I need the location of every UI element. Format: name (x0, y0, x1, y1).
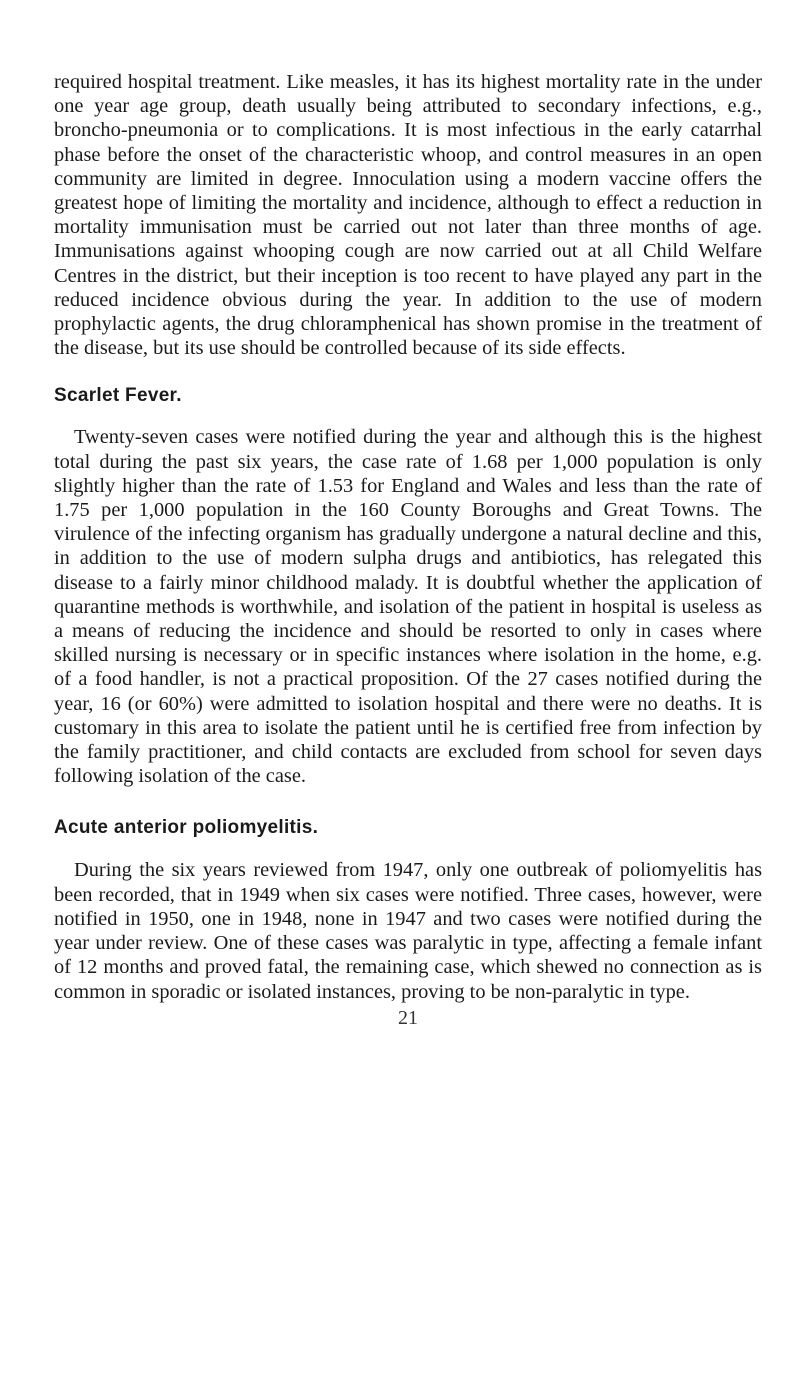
paragraph-whooping-cough-continued: required hospital treatment. Like measles, it has its highest mortality rate in the under one year age group, death usually being attributed to secondary infections, e.g., broncho-pneumonia or to complications. It is most infectious in the early catarrhal phase before the onset of the characteristic whoop, and control measures in an open community are limited in degree. Innoculation using a modern vaccine offers the greatest hope of limiting the mortality and incidence, although to effect a reduction in mortality immunisation must be carried out not later than three months of age. Immunisations against whooping cough are now carried out at all Child Welfare Centres in the district, but their inception is too recent to have played any part in the reduced incidence obvious during the year. In addition to the use of modern prophylactic agents, the drug chloramphenical has shown promise in the treatment of the disease, but its use should be controlled because of its side effects. (54, 71, 762, 360)
paragraph-scarlet-fever: Twenty-seven cases were notified during the year and although this is the highest total during the past six years, the case rate of 1.68 per 1,000 population is only slightly higher than the rate of 1.53 for England and Wales and less than the rate of 1.75 per 1,000 population in the 160 County Boroughs and Great Towns. The virulence of the infecting organism has gradually undergone a natural decline and this, in addition to the use of modern sulpha drugs and antibiotics, has relegated this disease to a fairly minor childhood malady. It is doubtful whether the application of quarantine methods is worthwhile, and isolation of the patient in hospital is useless as a means of reducing the incidence and should be resorted to only in cases where skilled nursing is necessary or in specific instances where isolation in the home, e.g. of a food handler, is not a practical proposition. Of the 27 cases notified during the year, 16 (or 60%) were admitted to isolation hospital and there were no deaths. It is customary in this area to isolate the patient until he is certified free from infection by the family practitioner, and child contacts are excluded from school for seven days following isolation of the case. (54, 426, 762, 788)
section-scarlet-fever (54, 384, 762, 788)
section-heading-poliomyelitis: Acute anterior poliomyelitis. (54, 817, 319, 839)
paragraph-poliomyelitis: During the six years reviewed from 1947, only one outbreak of poliomyelitis has been recorded, that in 1949 when six cases were notified. Three cases, however, were notified in 1950, one in 1948, none in 1947 and two cases were notified during the year under review. One of these cases was paralytic in type, affecting a female infant of 12 months and proved fatal, the remaining case, which shewed no connection as is common in sporadic or isolated instances, proving to be non-paralytic in type. (54, 859, 762, 1003)
page-number: 21 (398, 1006, 418, 1029)
section-poliomyelitis (54, 816, 762, 1003)
section-heading-scarlet-fever: Scarlet Fever. (54, 385, 182, 407)
